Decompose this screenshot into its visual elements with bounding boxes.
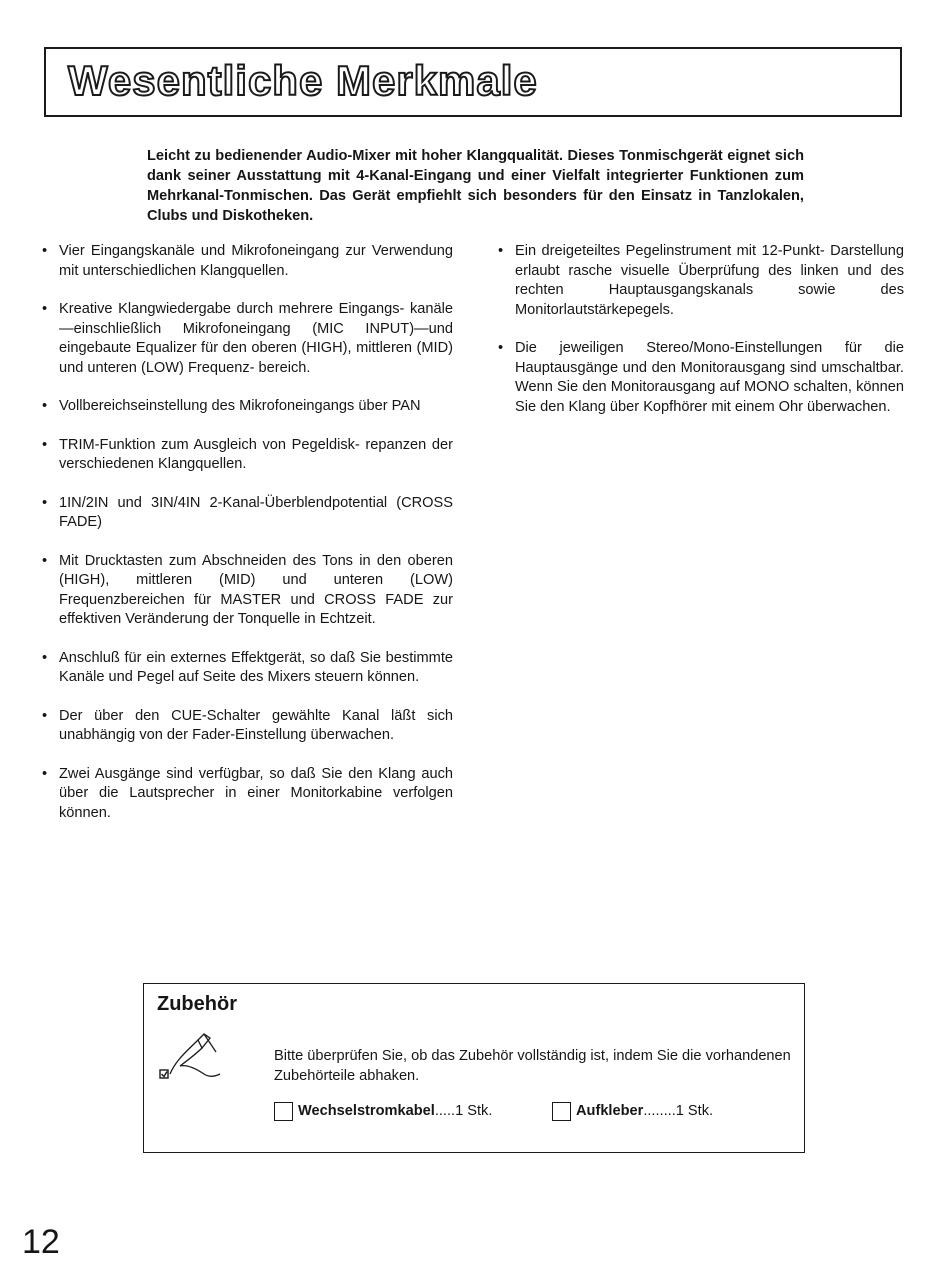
feature-item xyxy=(38,649,453,688)
accessories-items xyxy=(274,1099,794,1123)
accessory-item-sticker xyxy=(552,1099,713,1123)
accessories-instruction: Bitte überprüfen Sie, ob das Zubehör vollständig ist, indem Sie die vorhandenen Zubehörteile abhaken. xyxy=(274,1048,791,1084)
feature-text: Anschluß für ein externes Effektgerät, so daß Sie bestimmte Kanäle und Pegel auf Seite des Mixers steuern können. xyxy=(59,649,453,685)
title-box xyxy=(44,47,902,117)
accessory-name: Wechselstromkabel xyxy=(298,1103,435,1119)
feature-item xyxy=(38,436,453,475)
accessory-checkbox[interactable] xyxy=(552,1102,571,1121)
bullet-icon: • xyxy=(42,436,48,453)
feature-item xyxy=(38,397,453,417)
accessory-quantity: .....1 Stk. xyxy=(434,1103,493,1119)
pen-checkbox-icon xyxy=(158,1030,234,1086)
bullet-icon: • xyxy=(42,398,48,414)
intro-paragraph: Leicht zu bedienender Audio-Mixer mit hoher Klangqualität. Dieses Tonmischgerät eignet sich dank seiner Ausstattung mit 4-Kanal-Eingang und einer Vielfalt integrierter Funktionen zum Mehrkanal-Tonmischen. Das Gerät empfiehlt sich besonders für den Einsatz in Tanzlokalen, Clubs und Diskotheken. xyxy=(147,148,804,224)
feature-item xyxy=(38,494,453,533)
bullet-icon: • xyxy=(42,494,48,511)
feature-text: Vier Eingangskanäle und Mikrofoneingang zur Verwendung mit unterschiedlichen Klangquellen. xyxy=(59,243,453,279)
accessory-quantity: ........1 Stk. xyxy=(643,1103,714,1119)
bullet-icon: • xyxy=(42,765,48,782)
feature-item xyxy=(38,765,453,824)
feature-text: Ein dreigeteiltes Pegelinstrument mit 12-Punkt- Darstellung erlaubt rasche visuelle Überprüfung des linken und des rechten Hauptausgangskanals sowie des Monitorlautstärkepegels. xyxy=(515,243,904,318)
accessory-name: Aufkleber xyxy=(576,1103,644,1119)
feature-text: Mit Drucktasten zum Abschneiden des Tons in den oberen (HIGH), mittleren (MID) und unteren (LOW) Frequenzbereichen für MASTER und CROSS FADE zur effektiven Veränderung der Tonquelle in Echtzeit. xyxy=(59,552,453,627)
accessory-item-ac-cable xyxy=(274,1099,492,1123)
feature-item xyxy=(38,552,453,630)
feature-item xyxy=(38,242,453,281)
bullet-icon: • xyxy=(498,340,504,356)
feature-text: TRIM-Funktion zum Ausgleich von Pegeldisk- repanzen der verschiedenen Klangquellen. xyxy=(59,436,453,472)
bullet-icon: • xyxy=(42,552,48,569)
accessories-title: Zubehör xyxy=(157,993,237,1015)
feature-text: Der über den CUE-Schalter gewählte Kanal läßt sich unabhängig von der Fader-Einstellung überwachen. xyxy=(59,707,453,743)
page-title: Wesentliche Merkmale xyxy=(68,57,538,104)
feature-text: Kreative Klangwiedergabe durch mehrere Eingangs- kanäle—einschließlich Mikrofoneingang (MIC INPUT)—und eingebaute Equalizer für den oberen (HIGH), mittleren (MID) und unteren (LOW) Frequenz- bereich. xyxy=(59,301,453,376)
bullet-icon: • xyxy=(498,243,504,259)
feature-text: Zwei Ausgänge sind verfügbar, so daß Sie den Klang auch über die Lautsprecher in einer Monitorkabine verfolgen können. xyxy=(59,765,453,821)
feature-text: Die jeweiligen Stereo/Mono-Einstellungen für die Hauptausgänge und den Monitorausgang sind umschaltbar. Wenn Sie den Monitorausgang auf MONO schalten, können Sie den Klang über Kopfhörer mit einem Ohr überwachen. xyxy=(515,340,904,415)
bullet-icon: • xyxy=(42,649,48,666)
feature-text: 1IN/2IN und 3IN/4IN 2-Kanal-Überblendpotential (CROSS FADE) xyxy=(59,494,453,530)
bullet-icon: • xyxy=(42,707,48,724)
feature-text: Vollbereichseinstellung des Mikrofoneingangs über PAN xyxy=(59,398,421,414)
feature-list-right xyxy=(494,242,904,436)
accessories-box xyxy=(143,983,805,1153)
page-number: 12 xyxy=(22,1223,60,1261)
feature-item xyxy=(38,300,453,378)
feature-item xyxy=(494,339,904,417)
bullet-icon: • xyxy=(42,243,48,259)
bullet-icon: • xyxy=(42,301,48,317)
feature-item xyxy=(494,242,904,320)
feature-item xyxy=(38,707,453,746)
feature-list-left xyxy=(38,242,453,842)
accessory-checkbox[interactable] xyxy=(274,1102,293,1121)
